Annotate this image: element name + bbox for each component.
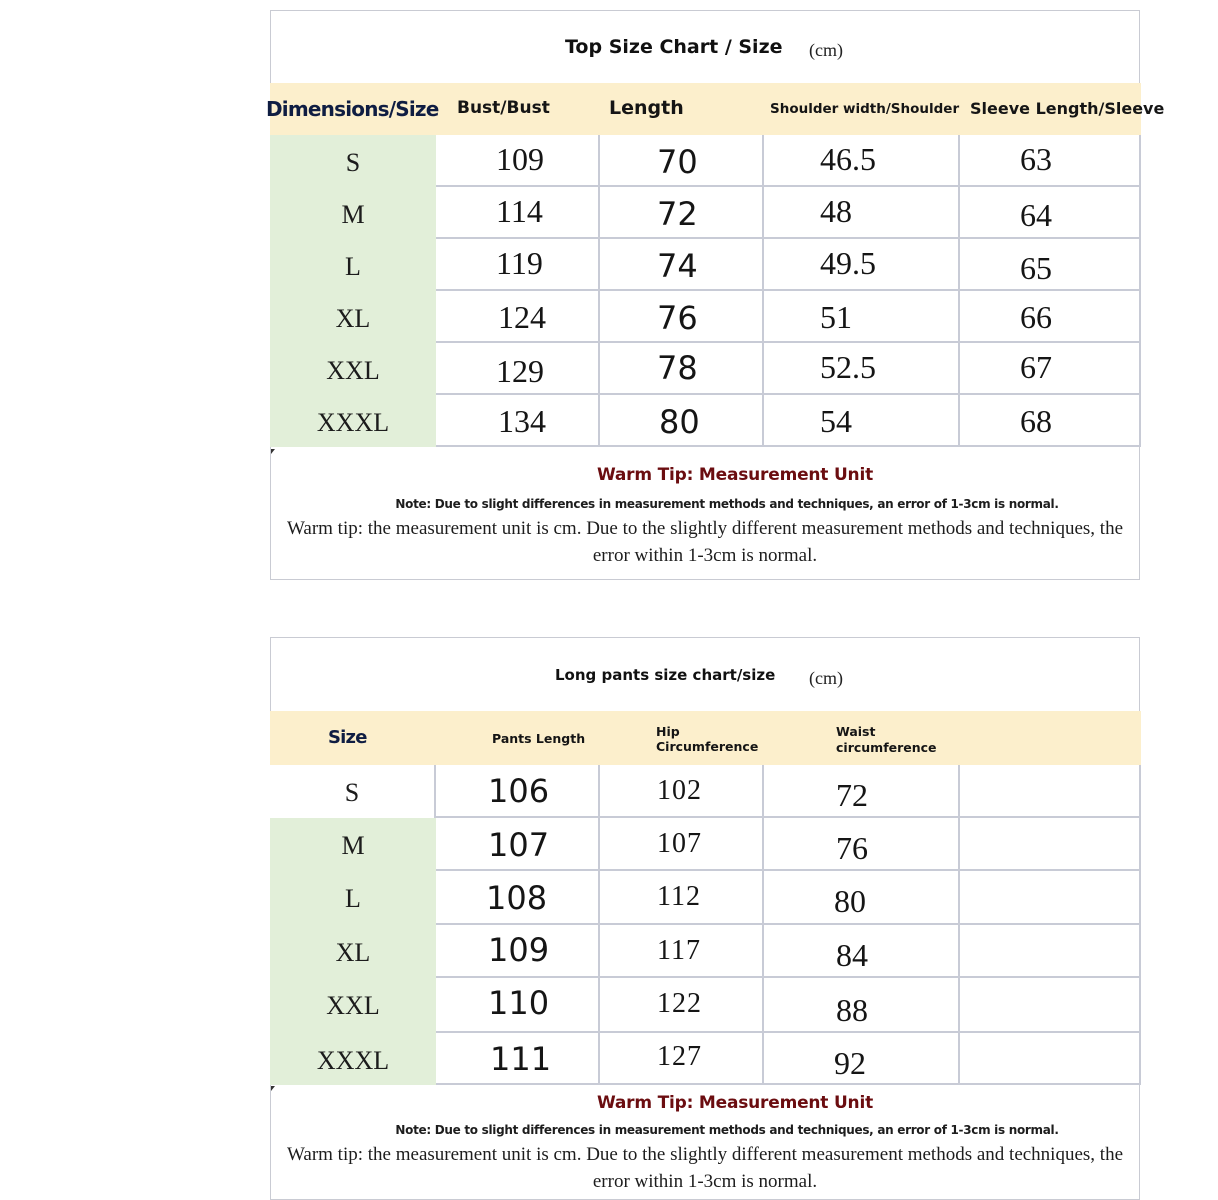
pants-length-value: 110 [488,984,550,1022]
extra-cell [960,1033,1141,1085]
size-cell: XXXL [270,1033,436,1085]
sleeve-value: 65 [1020,250,1052,286]
corner-mark-icon [271,1086,275,1091]
header-dimensions-size: Dimensions/Size [266,97,439,121]
bust-value: 124 [498,299,546,335]
shoulder-value: 51 [820,299,852,335]
size-cell: L [270,871,436,925]
pants-length-value: 109 [488,931,550,969]
bust-value: 134 [498,403,546,439]
corner-mark-icon [271,449,275,454]
top-chart-warm-tip [271,465,1139,569]
size-cell: XXL [270,343,436,395]
hip-value: 107 [657,828,702,859]
warm-tip-note: Note: Due to slight differences in measurement methods and techniques, an error of 1-3cm is normal. [395,1123,1059,1137]
shoulder-value: 46.5 [820,141,876,177]
pants-chart-header [270,711,1141,765]
length-value: 74 [657,247,698,285]
pants-length-value: 107 [488,826,550,864]
extra-cell [960,978,1141,1033]
top-chart-title: Top Size Chart / Size [565,36,783,58]
warm-tip-body: Warm tip: the measurement unit is cm. Due to the slightly different measurement methods and techniques, the error within 1-3cm is normal. [286,518,1124,566]
warm-tip-note: Note: Due to slight differences in measurement methods and techniques, an error of 1-3cm is normal. [395,497,1059,511]
pants-size-chart [270,637,1140,1200]
hip-value: 112 [657,881,701,912]
length-value: 76 [657,299,698,337]
warm-tip-title: Warm Tip: Measurement Unit [596,465,874,485]
top-chart-header [266,83,1165,135]
warm-tip-body: Warm tip: the measurement unit is cm. Due to the slightly different measurement methods and techniques, the error within 1-3cm is normal. [286,1144,1124,1192]
header-sleeve: Sleeve Length/Sleeve [970,99,1165,118]
header-pants-length: Pants Length [492,731,586,746]
extra-cell [960,925,1141,978]
bust-value: 119 [496,245,543,281]
length-value: 78 [657,349,698,387]
top-size-chart [266,10,1165,580]
header-length: Length [609,97,684,119]
pants-chart-title-row [271,638,1139,711]
length-value: 72 [657,195,698,233]
waist-value: 88 [836,992,868,1028]
hip-value: 102 [657,775,702,806]
pants-chart-warm-tip [271,1093,1139,1195]
pants-chart-unit: (cm) [809,668,843,688]
pants-length-value: 106 [488,772,550,810]
length-value: 70 [657,143,698,181]
size-cell: M [270,187,436,239]
sleeve-value: 67 [1020,349,1052,385]
size-cell: XXL [270,978,436,1033]
extra-cell [960,871,1141,925]
waist-value: 80 [834,883,866,919]
size-cell: M [270,818,436,871]
bust-value: 109 [496,141,544,177]
pants-length-value: 111 [490,1040,552,1078]
size-cell: XL [270,925,436,978]
hip-value: 127 [657,1041,702,1072]
waist-value: 92 [834,1045,866,1081]
header-size: Size [328,727,367,748]
size-cell: XL [270,291,436,343]
size-cell: S [270,135,436,187]
shoulder-value: 49.5 [820,245,876,281]
header-waist-circumference: Waist circumference [836,724,937,755]
bust-value: 114 [496,193,543,229]
shoulder-value: 48 [820,193,852,229]
warm-tip-title: Warm Tip: Measurement Unit [596,1093,874,1113]
extra-cell [960,818,1141,871]
size-cell: XXXL [270,395,436,447]
shoulder-value: 52.5 [820,349,876,385]
sleeve-value: 66 [1020,299,1052,335]
pants-length-value: 108 [486,879,548,917]
waist-value: 76 [836,830,868,866]
extra-cell [960,765,1141,818]
waist-value: 84 [836,937,868,973]
header-hip-circumference: Hip Circumference [656,724,759,754]
pants-chart-title: Long pants size chart/size [555,666,776,684]
sleeve-value: 63 [1020,141,1052,177]
sleeve-value: 64 [1020,197,1052,233]
shoulder-value: 54 [820,403,852,439]
bust-value: 129 [496,353,544,389]
length-value: 80 [659,403,700,441]
top-chart-title-row [271,11,1139,83]
waist-value: 72 [836,777,868,813]
sleeve-value: 68 [1020,403,1052,439]
size-cell: S [270,765,436,818]
hip-value: 117 [657,935,701,966]
header-shoulder: Shoulder width/Shoulder [770,101,960,117]
hip-value: 122 [657,988,702,1019]
header-bust: Bust/Bust [457,98,550,118]
size-cell: L [270,239,436,291]
top-chart-unit: (cm) [809,40,843,60]
